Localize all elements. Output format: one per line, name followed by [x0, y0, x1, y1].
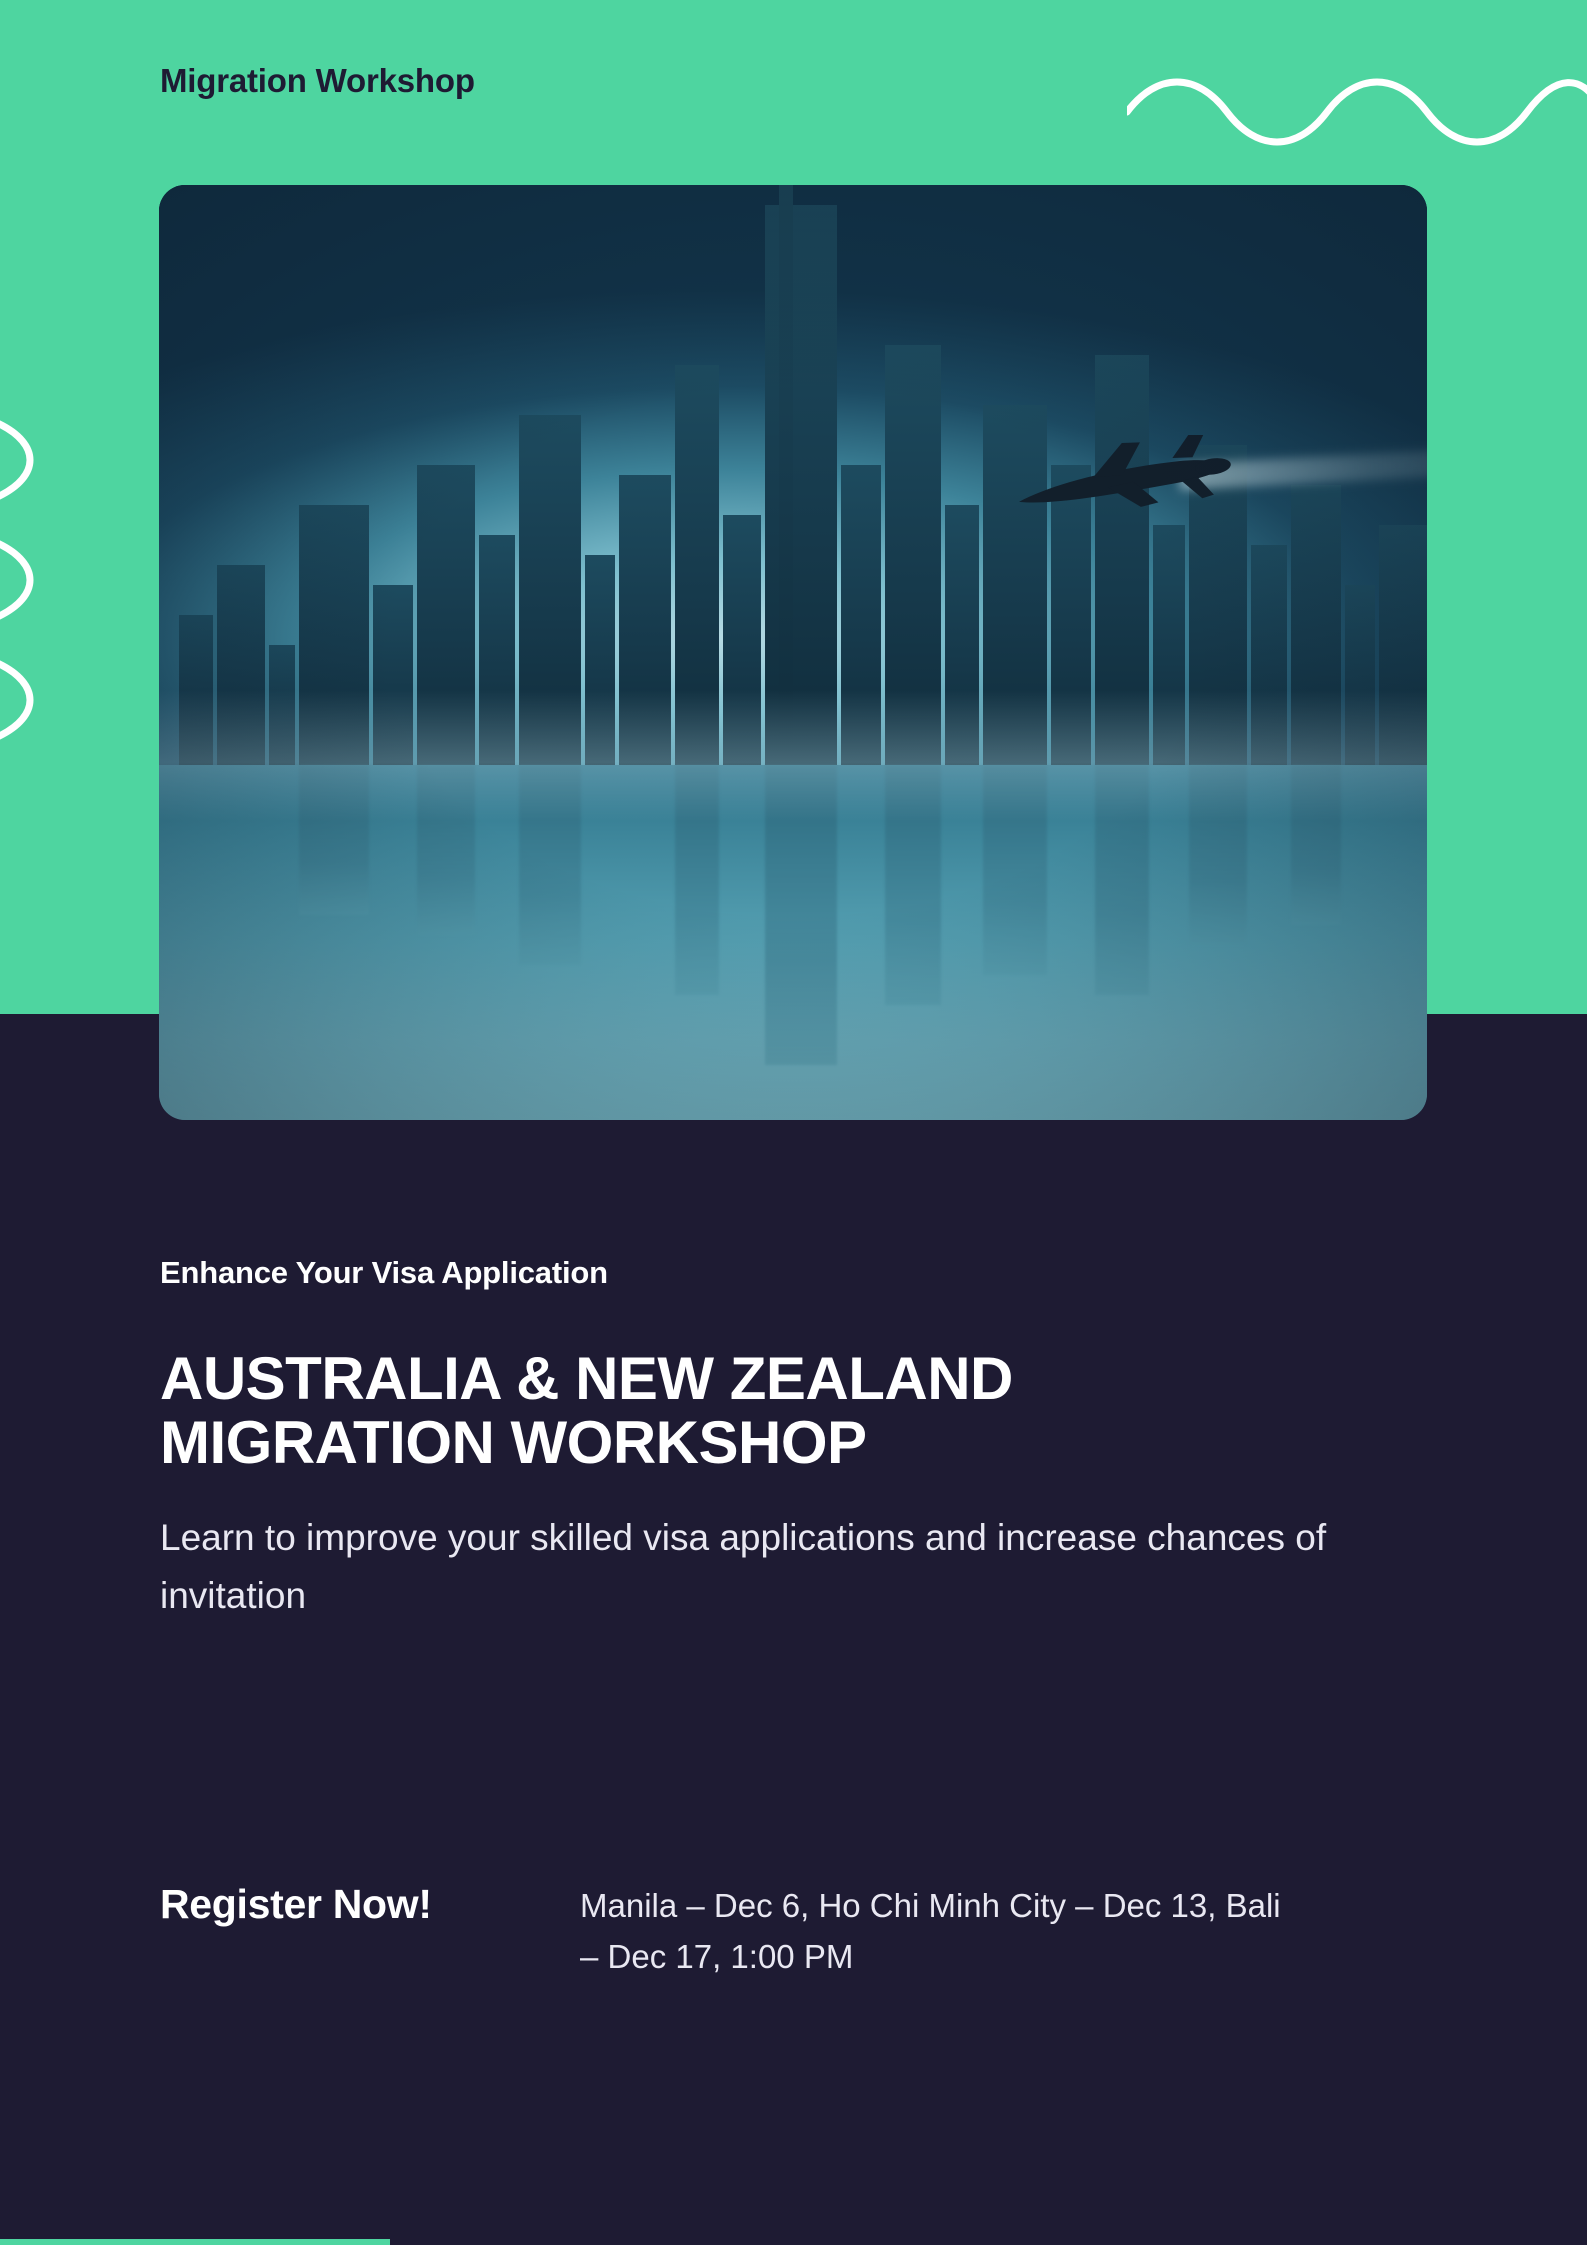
register-now-label[interactable]: Register Now! — [160, 1881, 432, 1927]
subheadline-text: Learn to improve your skilled visa applications and increase chances of invitation — [160, 1517, 1327, 1616]
eyebrow-text: Enhance Your Visa Application — [160, 1255, 608, 1290]
bottom-accent-rule — [0, 2239, 390, 2245]
page-title: AUSTRALIA & NEW ZEALAND MIGRATION WORKSHOP — [160, 1345, 1013, 1477]
cta-section — [160, 1880, 1460, 1982]
event-schedule-text: Manila – Dec 6, Ho Chi Minh City – Dec 13, Bali – Dec 17, 1:00 PM — [580, 1887, 1281, 1976]
content-block — [160, 1255, 1360, 1624]
brand-title: Migration Workshop — [160, 62, 475, 99]
photo-vignette — [159, 185, 1427, 1120]
hero-image — [159, 185, 1427, 1120]
